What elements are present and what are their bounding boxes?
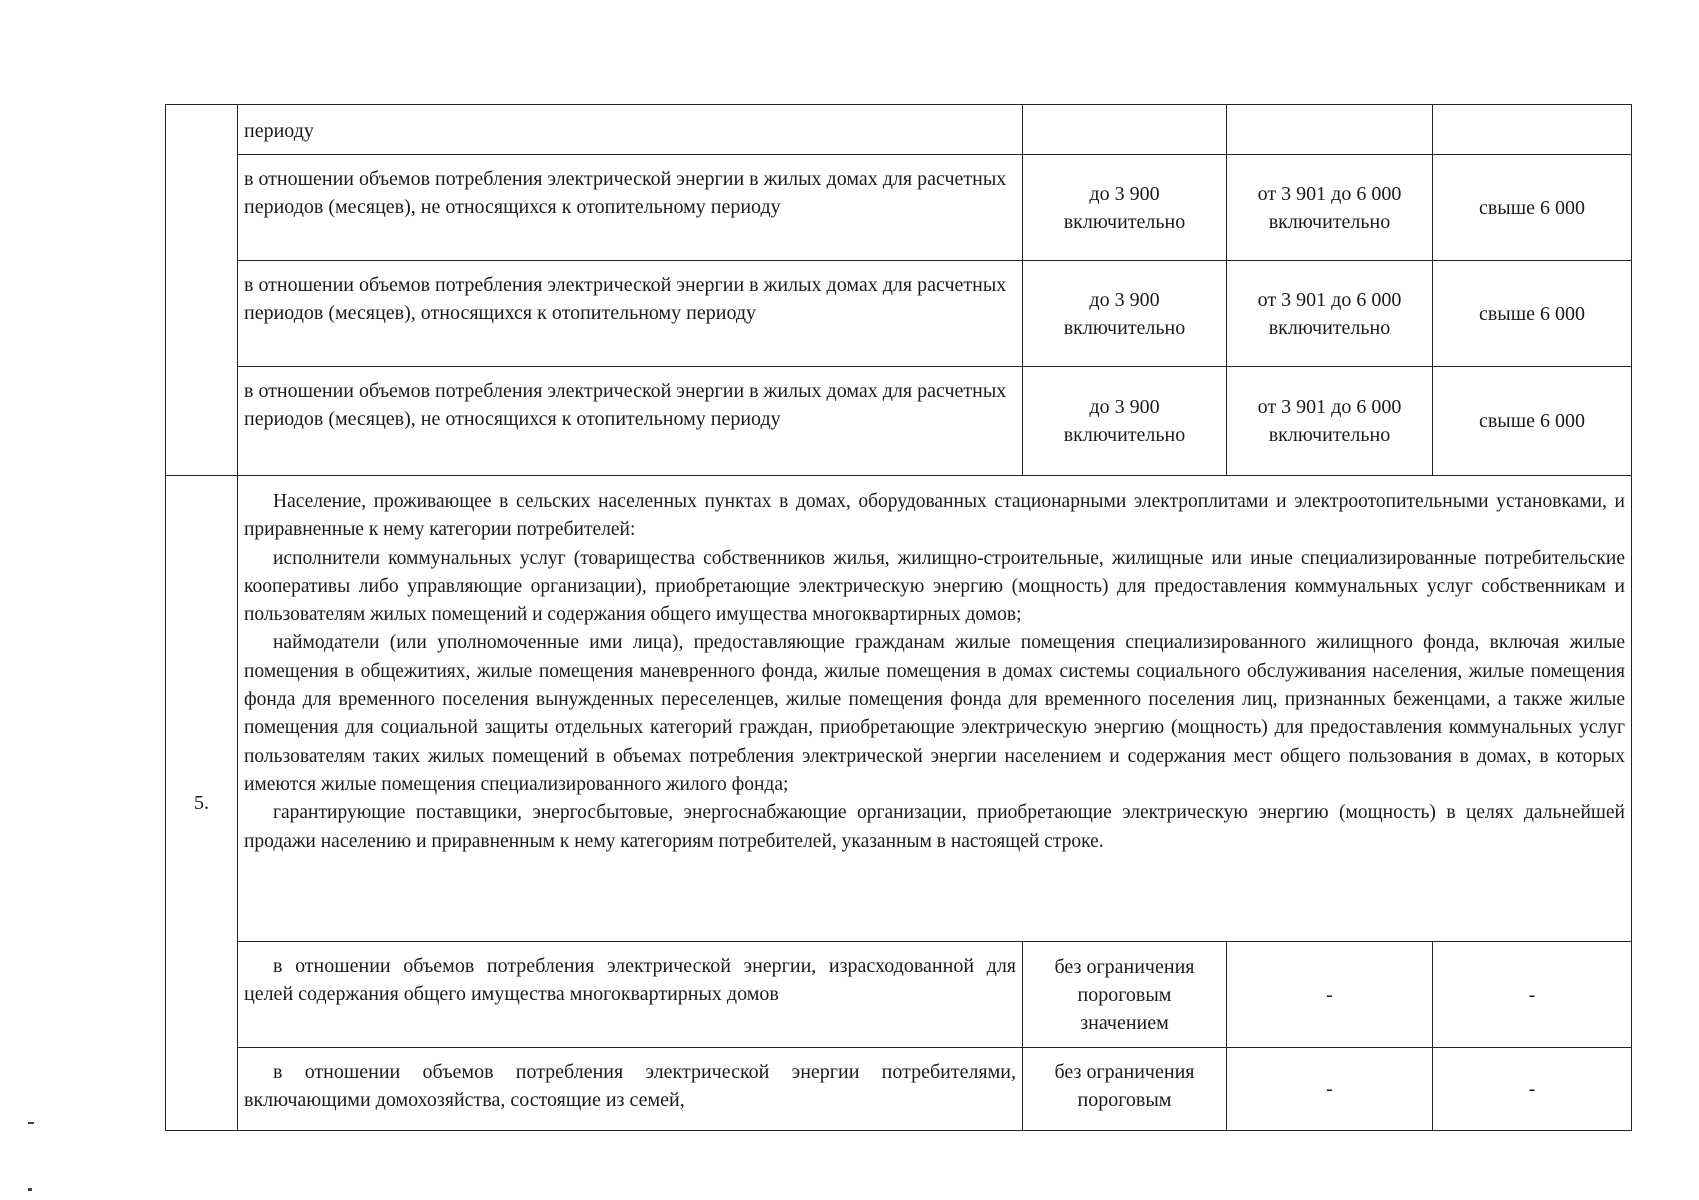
row-d-text: в отношении объемов потребления электрической энергии в жилых домах для расчетных периодов (месяцев), не относящихся к отопительному периоду bbox=[244, 380, 1007, 430]
scan-speck bbox=[28, 1188, 32, 1191]
row-e-col3 bbox=[1432, 941, 1631, 1047]
row-e-col1-text: без ограничения пороговым значением bbox=[1054, 955, 1195, 1034]
row-b-col3 bbox=[1432, 154, 1631, 260]
section-5-number-cell bbox=[165, 475, 237, 1130]
row-f-col3 bbox=[1432, 1047, 1631, 1130]
scan-speck bbox=[28, 1122, 34, 1124]
row-d-col2-text: от 3 901 до 6 000 включительно bbox=[1257, 396, 1402, 446]
row-c-col3 bbox=[1432, 260, 1631, 366]
row-b-description bbox=[237, 154, 1022, 260]
number-cell-group-4 bbox=[165, 104, 237, 475]
row-d-col3 bbox=[1432, 366, 1631, 475]
row-a-description bbox=[237, 104, 1022, 154]
row-c-col1-text: до 3 900 включительно bbox=[1063, 288, 1186, 339]
row-f-text: в отношении объемов потребления электрической энергии потребителями, включающими домохозяйства, состоящие из семей, bbox=[244, 1061, 1016, 1111]
row-b-text: в отношении объемов потребления электрической энергии в жилых домах для расчетных периодов (месяцев), не относящихся к отопительному периоду bbox=[244, 168, 1007, 218]
row-d-col1-text: до 3 900 включительно bbox=[1063, 396, 1186, 446]
row-a-col3 bbox=[1432, 104, 1631, 154]
section-5-paragraph: гарантирующие поставщики, энергосбытовые, энергоснабжающие организации, приобретающие электрическую энергию (мощность) в целях дальнейшей продажи населению и приравненным к нему категориям потребителей, указанным в настоящей строке. bbox=[244, 802, 1625, 852]
row-d-col1 bbox=[1022, 366, 1226, 475]
row-b-col1-text: до 3 900 включительно bbox=[1063, 182, 1186, 233]
row-e-col2-text: - bbox=[1326, 983, 1333, 1006]
row-b-col2-text: от 3 901 до 6 000 включительно bbox=[1257, 182, 1402, 233]
row-e-col3-text: - bbox=[1528, 983, 1536, 1006]
section-5-description bbox=[237, 475, 1631, 941]
table-bottom-border bbox=[165, 1130, 1632, 1131]
section-5-number: 5. bbox=[194, 792, 209, 814]
section-5-paragraph: исполнители коммунальных услуг (товарищества собственников жилья, жилищно-строительные, жилищные или иные специализированные потребительские кооперативы либо управляющие организации), приобретающие электрическую энергию (мощность) для предоставления коммунальных услуг собственникам и пользователям жилых помещений и содержания общего имущества многоквартирных домов; bbox=[244, 547, 1625, 626]
row-f-col2-text: - bbox=[1326, 1078, 1333, 1100]
row-a-col2 bbox=[1226, 104, 1432, 154]
section-5-paragraph: наймодатели (или уполномоченные ими лица), предоставляющие гражданам жилые помещения специализированного жилищного фонда, включая жилые помещения в общежитиях, жилые помещения маневренного фонда, жилые помещения в домах системы социального обслуживания населения, жилые помещения фонда для временного поселения вынужденных переселенцев, жилые помещения фонда для временного поселения лиц, признанных беженцами, а также жилые помещения для социальной защиты отдельных категорий граждан, приобретающие электрическую энергию (мощность) для предоставления коммунальных услуг пользователям таких жилых помещений в объемах потребления электрической энергии населением и содержания мест общего пользования в домах, в которых имеются жилые помещения специализированного жилого фонда; bbox=[244, 632, 1625, 795]
row-b-col2 bbox=[1226, 154, 1432, 260]
table-right-border bbox=[1631, 104, 1632, 1130]
row-e-text: в отношении объемов потребления электрической энергии, израсходованной для целей содержания общего имущества многоквартирных домов bbox=[244, 955, 1016, 1005]
row-c-col1 bbox=[1022, 260, 1226, 366]
row-f-col1 bbox=[1022, 1047, 1226, 1130]
row-e-col2 bbox=[1226, 941, 1432, 1047]
row-f-col1-text: без ограничения пороговым bbox=[1054, 1061, 1195, 1111]
row-d-description bbox=[237, 366, 1022, 475]
row-c-text: в отношении объемов потребления электрической энергии в жилых домах для расчетных периодов (месяцев), относящихся к отопительному периоду bbox=[244, 274, 1007, 324]
row-f-col2 bbox=[1226, 1047, 1432, 1130]
section-5-paragraph: Население, проживающее в сельских населенных пунктах в домах, оборудованных стационарными электроплитами и электроотопительными установками, и приравненные к нему категории потребителей: bbox=[244, 491, 1625, 541]
row-f-description bbox=[237, 1047, 1022, 1130]
row-c-col2-text: от 3 901 до 6 000 включительно bbox=[1257, 288, 1402, 339]
row-e-description bbox=[237, 941, 1022, 1047]
row-f-col3-text: - bbox=[1528, 1078, 1536, 1100]
row-d-col2 bbox=[1226, 366, 1432, 475]
row-a-col1 bbox=[1022, 104, 1226, 154]
row-c-col3-text: свыше 6 000 bbox=[1478, 302, 1586, 325]
row-c-col2 bbox=[1226, 260, 1432, 366]
row-b-col3-text: свыше 6 000 bbox=[1478, 196, 1586, 219]
row-e-col1 bbox=[1022, 941, 1226, 1047]
row-a-text: периоду bbox=[244, 120, 314, 142]
row-c-description bbox=[237, 260, 1022, 366]
row-b-col1 bbox=[1022, 154, 1226, 260]
row-d-col3-text: свыше 6 000 bbox=[1478, 410, 1586, 432]
